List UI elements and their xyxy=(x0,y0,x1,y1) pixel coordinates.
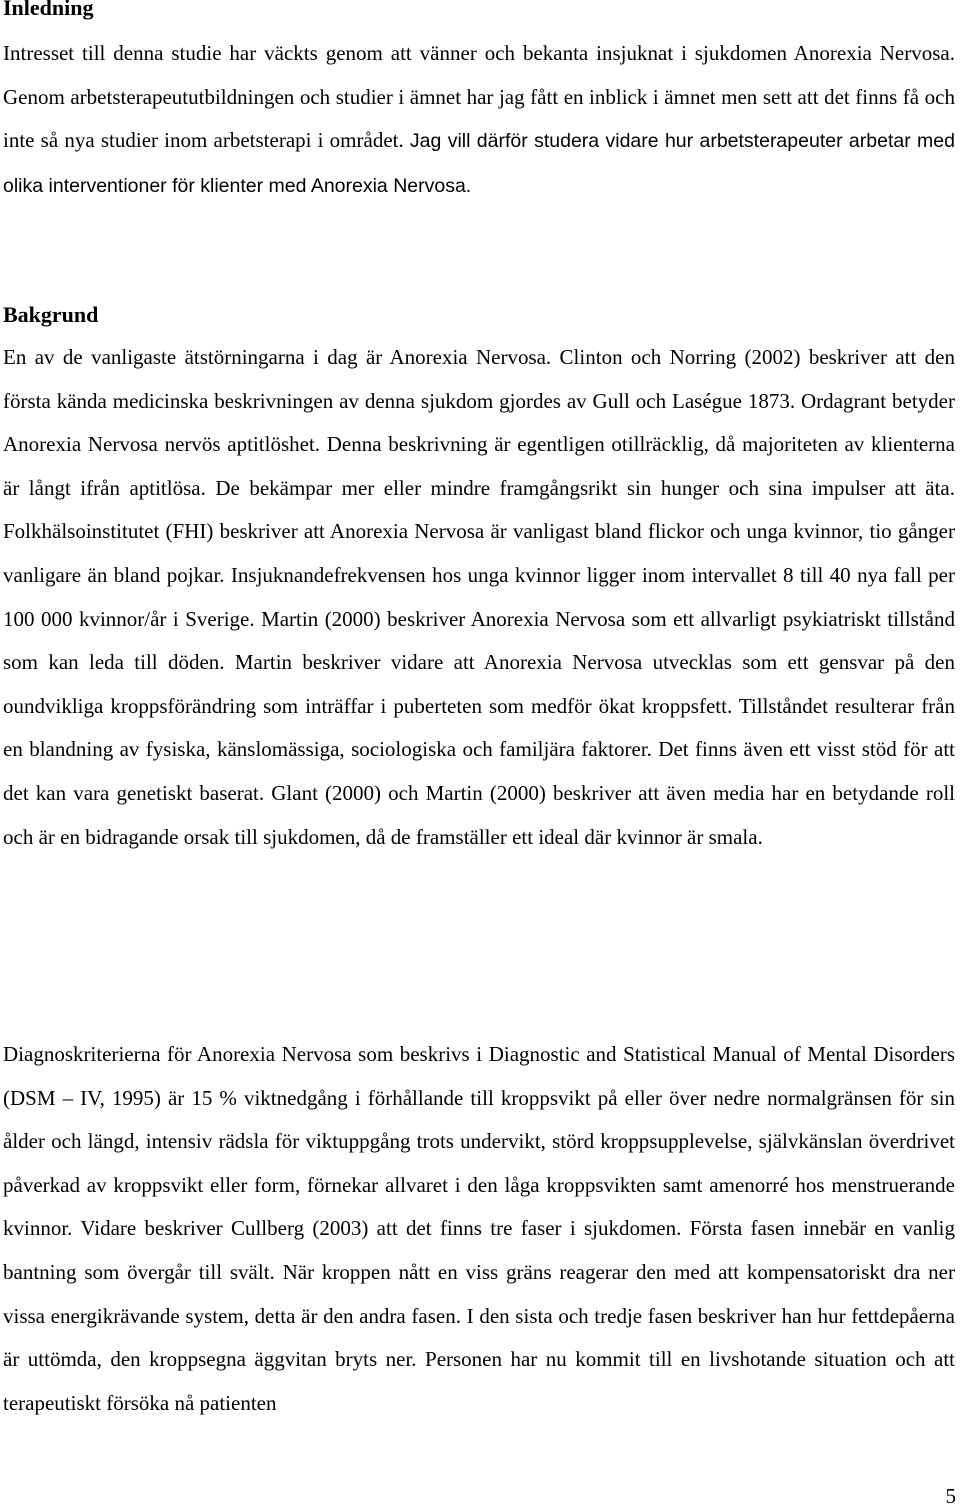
paragraph-bakgrund-1: En av de vanligaste ätstörningarna i dag är Anorexia Nervosa. Clinton och Norring (2002) beskriver att den första kända medicinska beskrivningen av denna sjukdom gjordes av Gull och Laségue 1873. Ordagrant betyder Anorexia Nervosa nervös aptitlöshet. Denna beskrivning är egentligen otillräcklig, då majoriteten av klienterna är långt ifrån aptitlösa. De bekämpar mer eller mindre framgångsrikt sin hunger och sina impulser att äta. Folkhälsoinstitutet (FHI) beskriver att Anorexia Nervosa är vanligast bland flickor och unga kvinnor, tio gånger vanligare än bland pojkar. Insjuknandefrekvensen hos unga kvinnor ligger inom intervallet 8 till 40 nya fall per 100 000 kvinnor/år i Sverige. Martin (2000) beskriver Anorexia Nervosa som ett allvarligt psykiatriskt tillstånd som kan leda till döden. Martin beskriver vidare att Anorexia Nervosa utvecklas som ett gensvar på den oundvikliga kroppsförändring som inträffar i puberteten som medför ökat kroppsfett. Tillståndet resulterar från en blandning av fysiska, känslomässiga, sociologiska och familjära faktorer. Det finns även ett visst stöd för att det kan vara genetiskt baserat. Glant (2000) och Martin (2000) beskriver att även media har en betydande roll och är en bidragande orsak till sjukdomen, då de framställer ett ideal där kvinnor är smala. xyxy=(3,345,955,849)
inledning-text-aim: Jag vill därför studera vidare hur arbetsterapeuter arbetar med olika interventioner för klienter med Anorexia Nervosa. xyxy=(3,130,955,197)
heading-bakgrund: Bakgrund xyxy=(3,302,99,327)
paragraph-inledning xyxy=(3,32,955,208)
paragraph-bakgrund-2: Diagnoskriterierna för Anorexia Nervosa som beskrivs i Diagnostic and Statistical Manual of Mental Disorders (DSM – IV, 1995) är 15 % viktnedgång i förhållande till kroppsvikt på eller över nedre normalgränsen för sin ålder och längd, intensiv rädsla för viktuppgång trots undervikt, störd kroppsupplevelse, självkänslan överdrivet påverkad av kroppsvikt eller form, förnekar allvaret i den låga kroppsvikten samt amenorré hos menstruerande kvinnor. Vidare beskriver Cullberg (2003) att det finns tre faser i sjukdomen. Första fasen innebär en vanlig bantning som övergår till svält. När kroppen nått en viss gräns reagerar den med att kompensatoriskt dra ner vissa energikrävande system, detta är den andra fasen. I den sista och tredje fasen beskriver han hur fettdepåerna är uttömda, den kroppsegna äggvitan bryts ner. Personen har nu kommit till en livshotande situation och att terapeutiskt försöka nå patienten xyxy=(3,1042,955,1415)
heading-inledning: Inledning xyxy=(3,0,94,20)
inledning-text: Intresset till denna studie har väckts genom att vänner och bekanta insjuknat i sjukdomen Anorexia Nervosa. Genom arbetsterapeututbildningen och studier i ämnet har jag fått en inblick i ämnet men sett att det finns få och inte så nya studier inom arbetsterapi i området. xyxy=(3,41,955,153)
page-number: 5 xyxy=(945,1484,956,1508)
